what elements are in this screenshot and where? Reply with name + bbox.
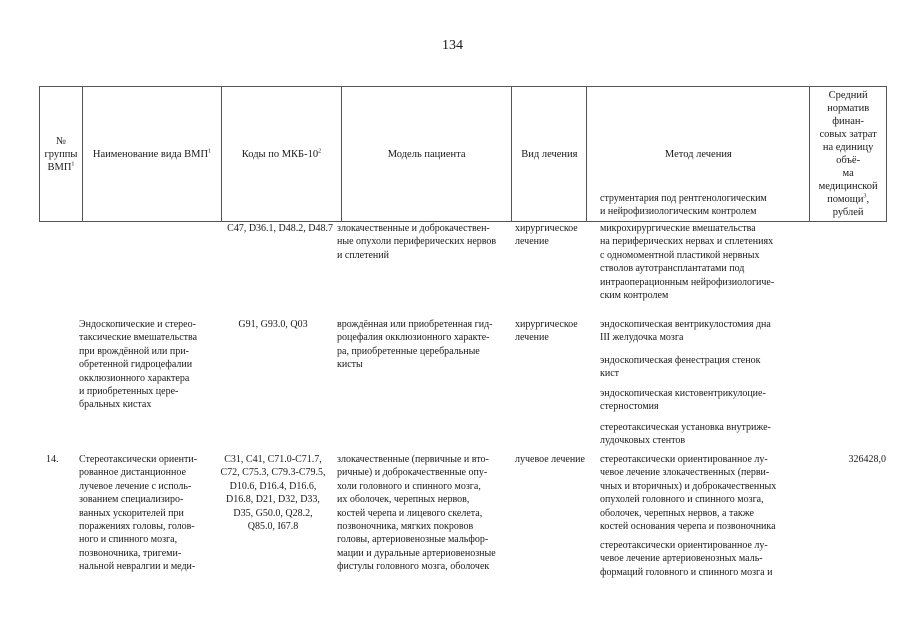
- r2-codes: G91, G93.0, Q03: [238, 319, 308, 330]
- header-treatment-type: Вид лечения: [512, 87, 587, 222]
- r3-model: злокачественные (первичные и вто- ричные) и доброкачественные опу- холи головного и спинного мозга, их оболочек, черепных нервов, костей черепа и лицевого скелета, позвоночника, мягких покровов головы, артериовенозные мальфор- мации и дуральные артериовенозные фистулы головного мозга, оболочек: [337, 454, 496, 573]
- r2-method-c: эндоскопическая фенестрация стенок кист: [600, 355, 761, 380]
- r2-method-a: эндоскопическая вентрикулостомия дна III желудочка мозга: [600, 319, 771, 344]
- header-name: Наименование вида ВМП$^1$: [82, 87, 221, 222]
- header-cost: Средний норматив финан- совых затрат на единицу объё- ма медицинской помощи$^3$, рублей: [810, 87, 887, 222]
- r1-method-continuation: струментария под рентгенологическим и нейрофизиологическим контролем: [600, 193, 767, 218]
- r3-method-a: стереотаксически ориентированное лу- чевое лечение злокачественных (перви- чных и вторичных) и доброкачественных опухолей головного и спинного мозга, оболочек, черепных нервов, а также костей основания черепа и позвоночника: [600, 454, 777, 533]
- r3-method-b: стереотаксически ориентированное лу- чевое лечение артериовенозных маль- формаций головного и спинного мозга и: [600, 540, 773, 578]
- header-model: Модель пациента: [341, 87, 511, 222]
- header-group-no: № группы ВМП$^1$: [40, 87, 83, 222]
- r1-codes: C47, D36.1, D48.2, D48.7: [227, 223, 333, 234]
- r2-treatment-type: хирургическое лечение: [515, 319, 578, 344]
- header-method: Метод лечения: [587, 87, 810, 222]
- r3-name: Стереотаксически ориенти- рованное дистанционное лучевое лечение с исполь- зованием специализиро- ванных ускорителей при поражениях головы, голов- ного и спинного мозга, позвоночника, тригеми- нальной невралгии и меди-: [79, 454, 198, 573]
- r2-name: Эндоскопические и стерео- таксические вмешательства при врождённой или при- обретенной гидроцефалии окклюзионного характера и приобретенных цере- бральных кистах: [79, 319, 198, 411]
- r3-treatment-type: лучевое лечение: [515, 454, 585, 465]
- page-number: 134: [442, 38, 463, 53]
- r1-model: злокачественные и доброкачествен- ные опухоли периферических нервов и сплетений: [337, 223, 497, 261]
- r1-method: микрохирургические вмешательства на периферических нервах и сплетениях с одномоментной пластикой нервных стволов аутотрансплантатами под интраоперационным нейрофизиологиче- ским контролем: [600, 223, 775, 302]
- r1-treatment-type: хирургическое лечение: [515, 223, 578, 248]
- r2-method-e: стереотаксическая установка внутриже- лудочковых стентов: [600, 422, 771, 447]
- header-codes: Коды по МКБ-$10^2$: [221, 87, 341, 222]
- r2-model: врождённая или приобретенная гид- роцефалия окклюзионного характе- ра, приобретенные церебральные кисты: [337, 319, 493, 371]
- r3-group-number: 14.: [46, 454, 59, 465]
- r2-method-d: эндоскопическая кистовентрикулоцие- стерностомия: [600, 388, 766, 413]
- r3-cost: 326428,0: [848, 454, 886, 465]
- r3-codes: C31, C41, C71.0-C71.7, C72, C75.3, C79.3-C79.5, D10.6, D16.4, D16.6, D16.8, D21, D32, D33, D35, G50.0, Q28.2, Q85.0, I67.8: [220, 454, 326, 533]
